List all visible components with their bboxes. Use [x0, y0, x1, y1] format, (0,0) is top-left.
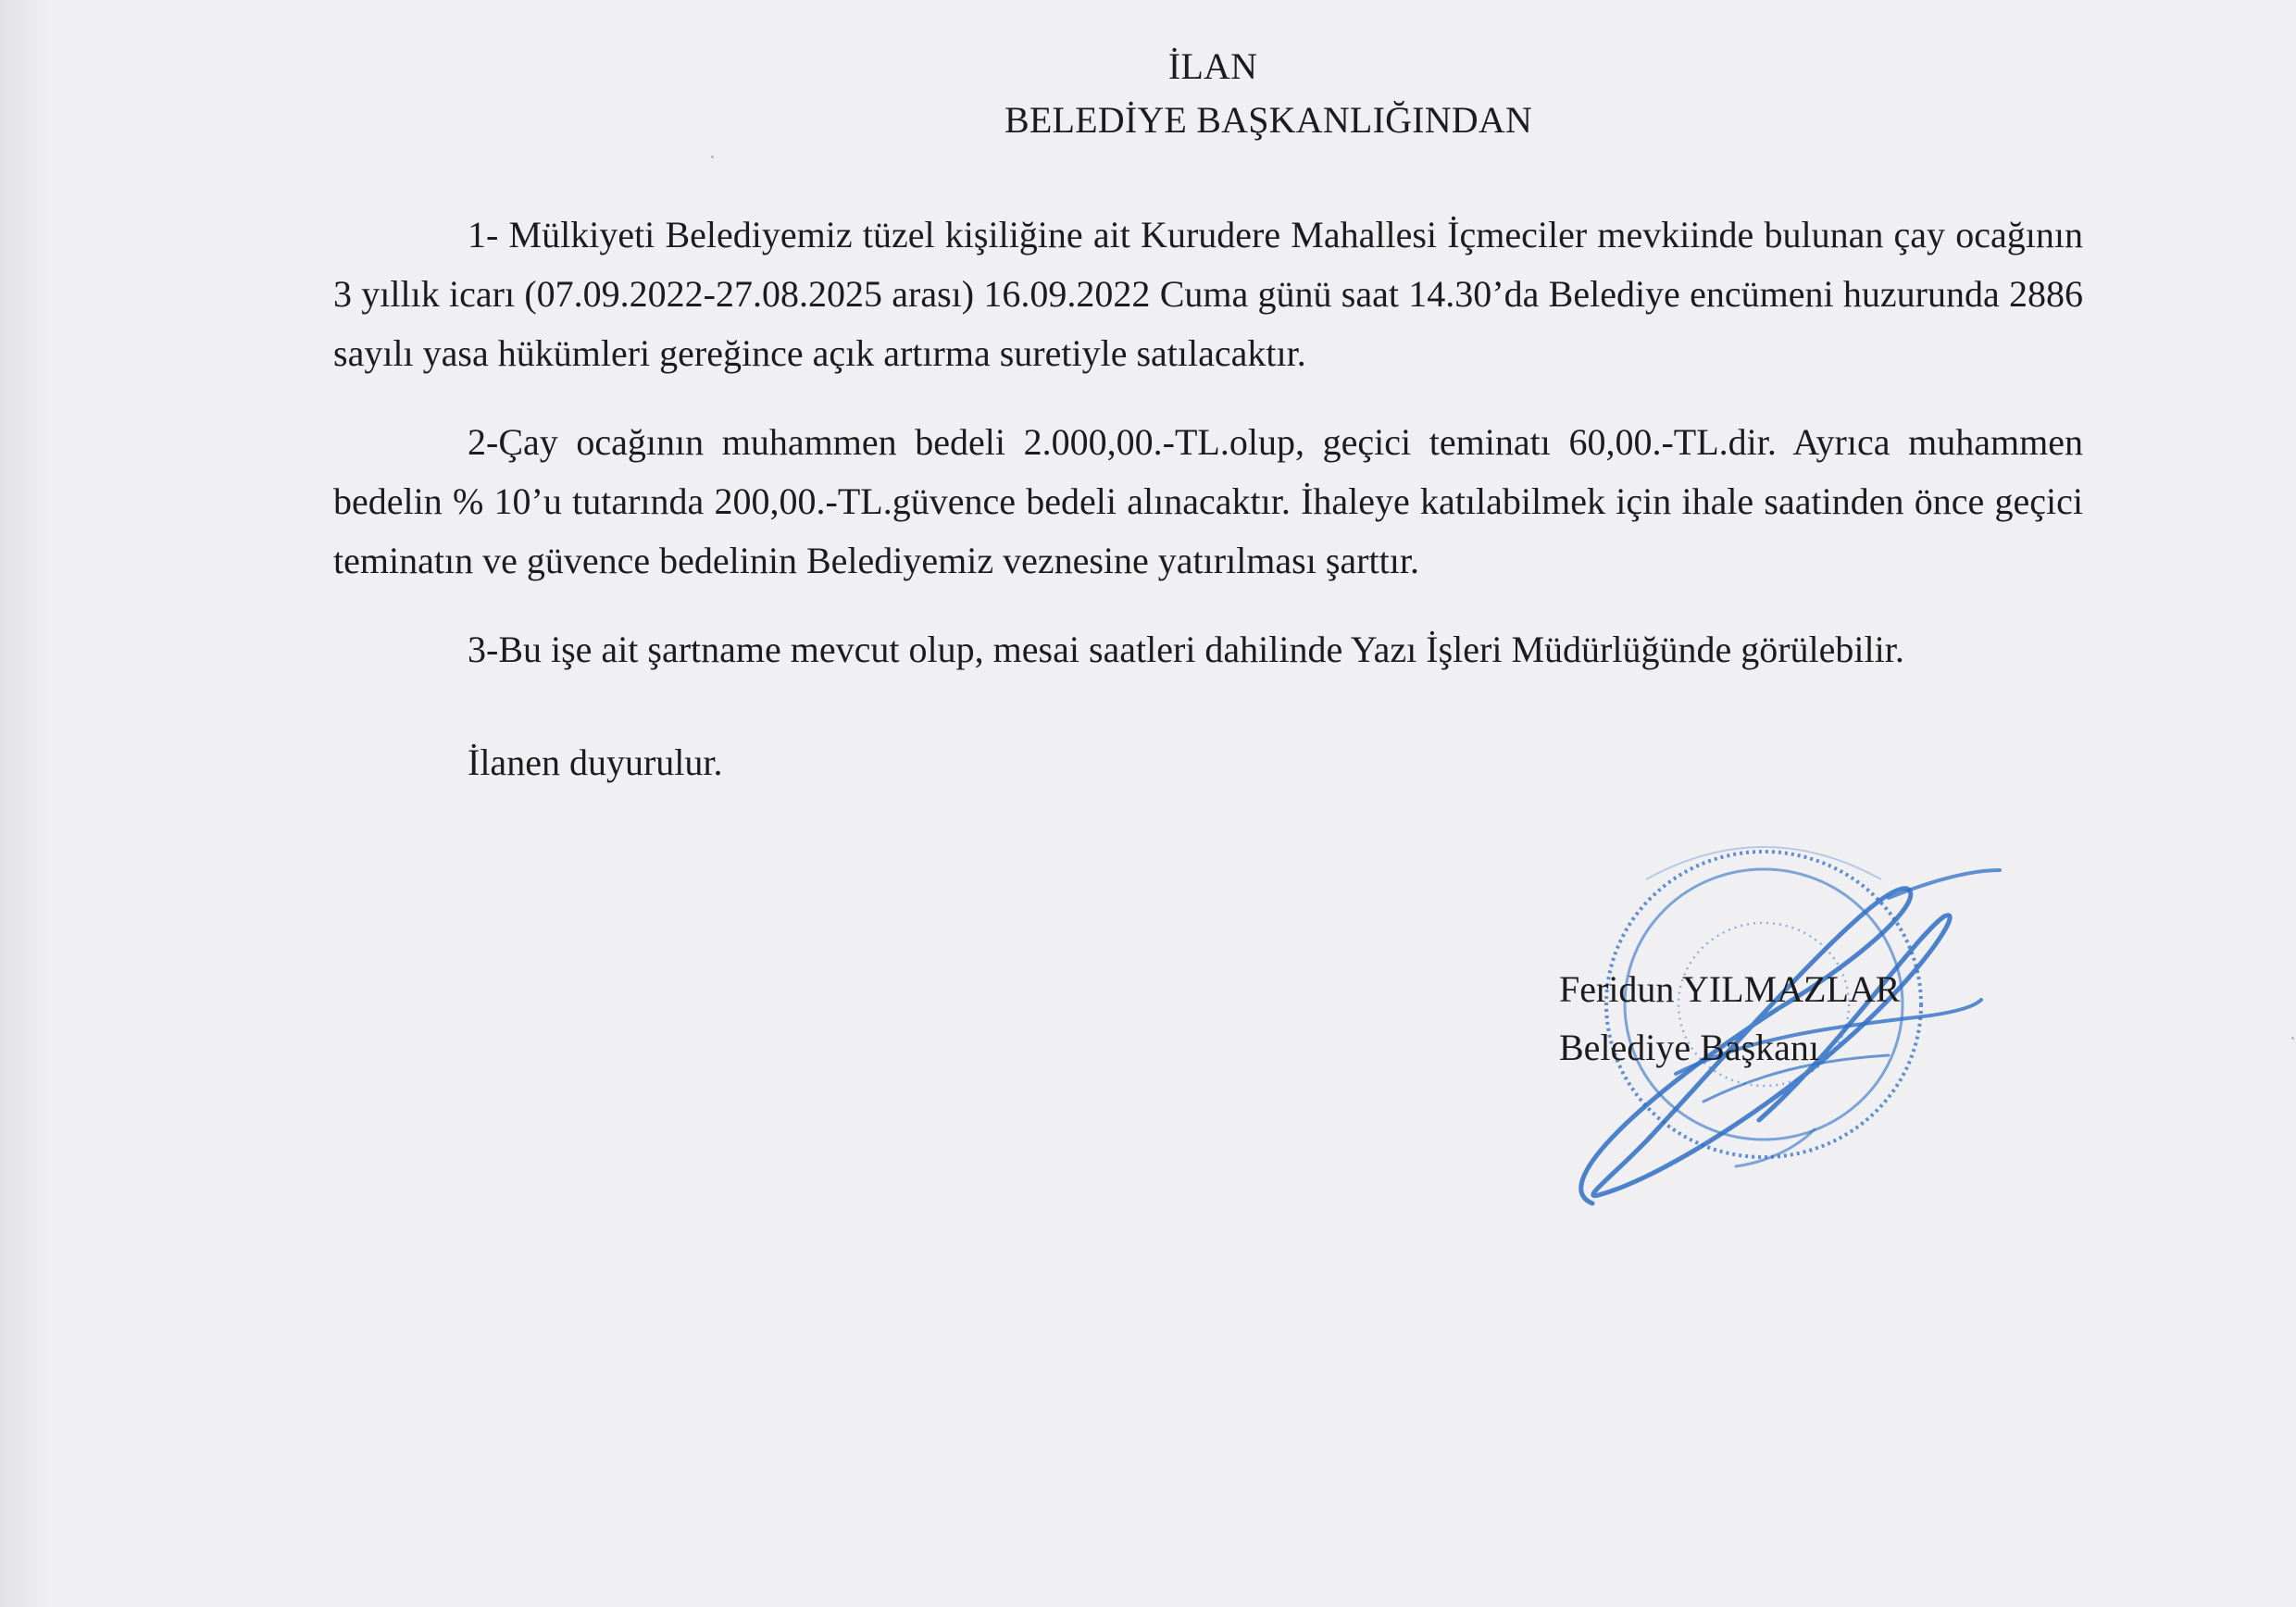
scan-speck: [711, 156, 714, 158]
paragraph-1-text: 1- Mülkiyeti Belediyemiz tüzel kişiliğine ait Kurudere Mahallesi İçmeciler mevkiinde bulunan çay ocağının 3 yıllık icarı (07.09.2022-27.08.2025 arası) 16.09.2022 Cuma günü saat 14.30’da Belediye encümeni huzurunda 2886 sayılı yasa hükümleri gereğince açık artırma suretiyle satılacaktır.: [333, 214, 2083, 374]
scan-speck: [2291, 1037, 2294, 1040]
paragraph-2-text: 2-Çay ocağının muhammen bedeli 2.000,00.-TL.olup, geçici teminatı 60,00.-TL.dir. Ayrıca muhammen bedelin % 10’u tutarında 200,00.-TL.güvence bedeli alınacaktır. İhaleye katılabilmek için ihale saatinden önce geçici teminatın ve güvence bedelinin Belediyemiz veznesine yatırılması şarttır.: [333, 421, 2083, 581]
document-subtitle: BELEDİYE BAŞKANLIĞINDAN: [1004, 99, 1533, 141]
paragraph-1: [333, 206, 2083, 383]
signatory-title: Belediye Başkanı: [1559, 1027, 1820, 1068]
paragraph-2: [333, 413, 2083, 591]
paragraph-3: [333, 620, 2083, 679]
closing-line: İlanen duyurulur.: [468, 741, 723, 783]
scan-edge-shadow: [0, 0, 52, 1607]
signatory-name: Feridun YILMAZLAR: [1559, 968, 1901, 1010]
paragraph-3-text: 3-Bu işe ait şartname mevcut olup, mesai saatleri dahilinde Yazı İşleri Müdürlüğünde görülebilir.: [468, 629, 1904, 670]
document-title: İLAN: [1167, 45, 1258, 87]
official-stamp-and-signature: [1537, 796, 2018, 1240]
